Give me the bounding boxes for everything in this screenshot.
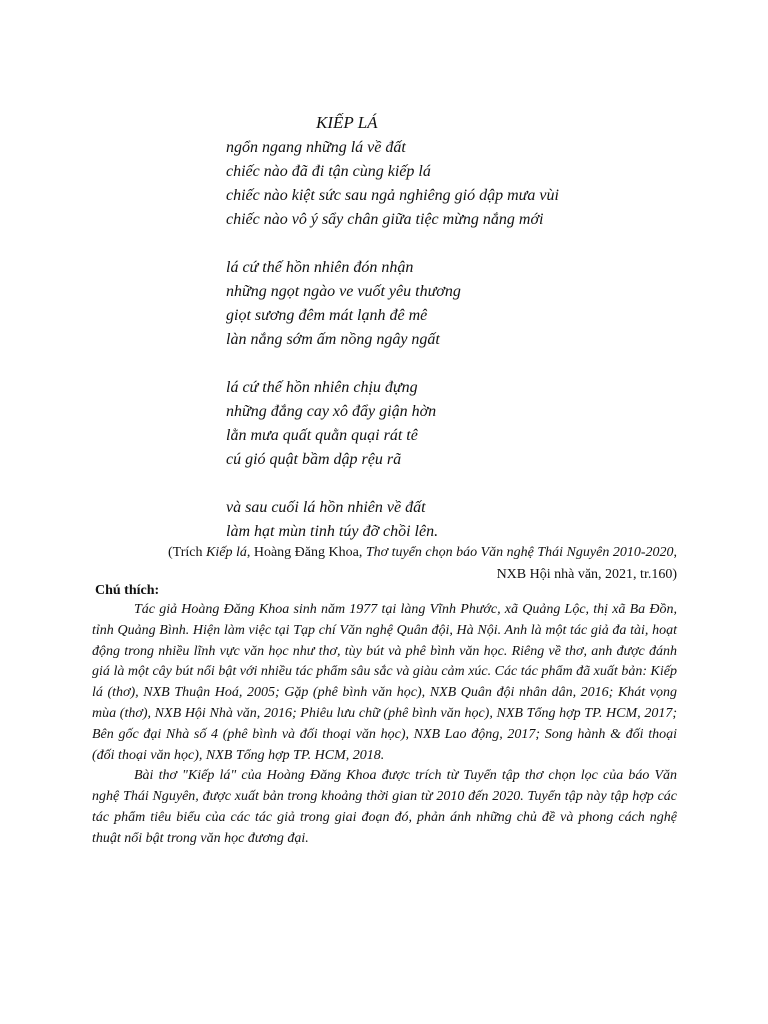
- stanza-2: [226, 256, 559, 352]
- poem-line: giọt sương đêm mát lạnh đê mê: [226, 307, 428, 324]
- poem-line: cú gió quật bầm dập rệu rã: [226, 451, 402, 468]
- note-paragraph-author: Tác giả Hoàng Đăng Khoa sinh năm 1977 tại làng Vĩnh Phước, xã Quảng Lộc, thị xã Ba Đồn, tỉnh Quảng Bình. Hiện làm việc tại Tạp chí Văn nghệ Quân đội, Hà Nội. Anh là một tác giả đa tài, hoạt động trong nhiều lĩnh vực văn học như thơ, tùy bút và phê bình văn học. Riêng về thơ, anh được đánh giá là một cây bút nổi bật với nhiều tác phẩm sâu sắc và giàu cảm xúc. Các tác phẩm đã xuất bản: Kiếp lá (thơ), NXB Thuận Hoá, 2005; Gặp (phê bình văn học), NXB Quân đội nhân dân, 2016; Khát vọng mùa (thơ), NXB Hội Nhà văn, 2016; Phiêu lưu chữ (phê bình văn học), NXB Tổng hợp TP. HCM, 2017; Bên gốc đại Nhà số 4 (phê bình và đối thoại văn học), NXB Lao động, 2017; Song hành & đối thoại (đối thoại văn học), NXB Tổng hợp TP. HCM, 2018.: [92, 602, 677, 763]
- poem-line: những ngọt ngào ve vuốt yêu thương: [226, 283, 461, 300]
- stanza-4: [226, 496, 559, 544]
- citation-work-title: Kiếp lá: [206, 545, 247, 560]
- citation-prefix: (Trích: [168, 545, 206, 560]
- poem-line: chiếc nào kiệt sức sau ngả nghiêng gió dập mưa vùi: [226, 187, 559, 204]
- citation-author: , Hoàng Đăng Khoa,: [246, 545, 366, 560]
- poem-line: những đắng cay xô đẩy giận hờn: [226, 403, 437, 420]
- poem-line: ngổn ngang những lá về đất: [226, 139, 406, 156]
- citation-line-1: [120, 542, 677, 564]
- poem-line: chiếc nào vô ý sẩy chân giữa tiệc mừng nắng mới: [226, 211, 544, 228]
- notes-heading: Chú thích:: [95, 583, 160, 598]
- poem-line: lá cứ thế hồn nhiên đón nhận: [226, 259, 414, 276]
- note-paragraph-poem: Bài thơ "Kiếp lá" của Hoàng Đăng Khoa được trích từ Tuyển tập thơ chọn lọc của báo Văn nghệ Thái Nguyên, được xuất bản trong khoảng thời gian từ 2010 đến 2020. Tuyển tập này tập hợp các tác phẩm tiêu biểu của các tác giả trong giai đoạn đó, phản ánh những chủ đề và phong cách nghệ thuật nổi bật trong văn học đương đại.: [92, 768, 677, 846]
- poem-line: làn nắng sớm ấm nồng ngây ngất: [226, 331, 440, 348]
- poem-line: làm hạt mùn tinh túy đỡ chồi lên.: [226, 523, 439, 540]
- poem-line: và sau cuối lá hồn nhiên về đất: [226, 499, 426, 516]
- poem-line: lá cứ thế hồn nhiên chịu đựng: [226, 379, 418, 396]
- source-citation: [120, 542, 677, 586]
- citation-comma: ,: [673, 545, 677, 560]
- poem-title: KIẾP LÁ: [316, 113, 378, 132]
- citation-anthology: Thơ tuyển chọn báo Văn nghệ Thái Nguyên 2010-2020: [365, 545, 674, 560]
- poem-line: lằn mưa quất quằn quại rát tê: [226, 427, 418, 444]
- notes-section: [92, 600, 677, 850]
- poem-line: chiếc nào đã đi tận cùng kiếp lá: [226, 163, 431, 180]
- citation-line-2: NXB Hội nhà văn, 2021, tr.160): [496, 567, 677, 582]
- poem-body: [226, 136, 559, 568]
- stanza-3: [226, 376, 559, 472]
- stanza-1: [226, 136, 559, 232]
